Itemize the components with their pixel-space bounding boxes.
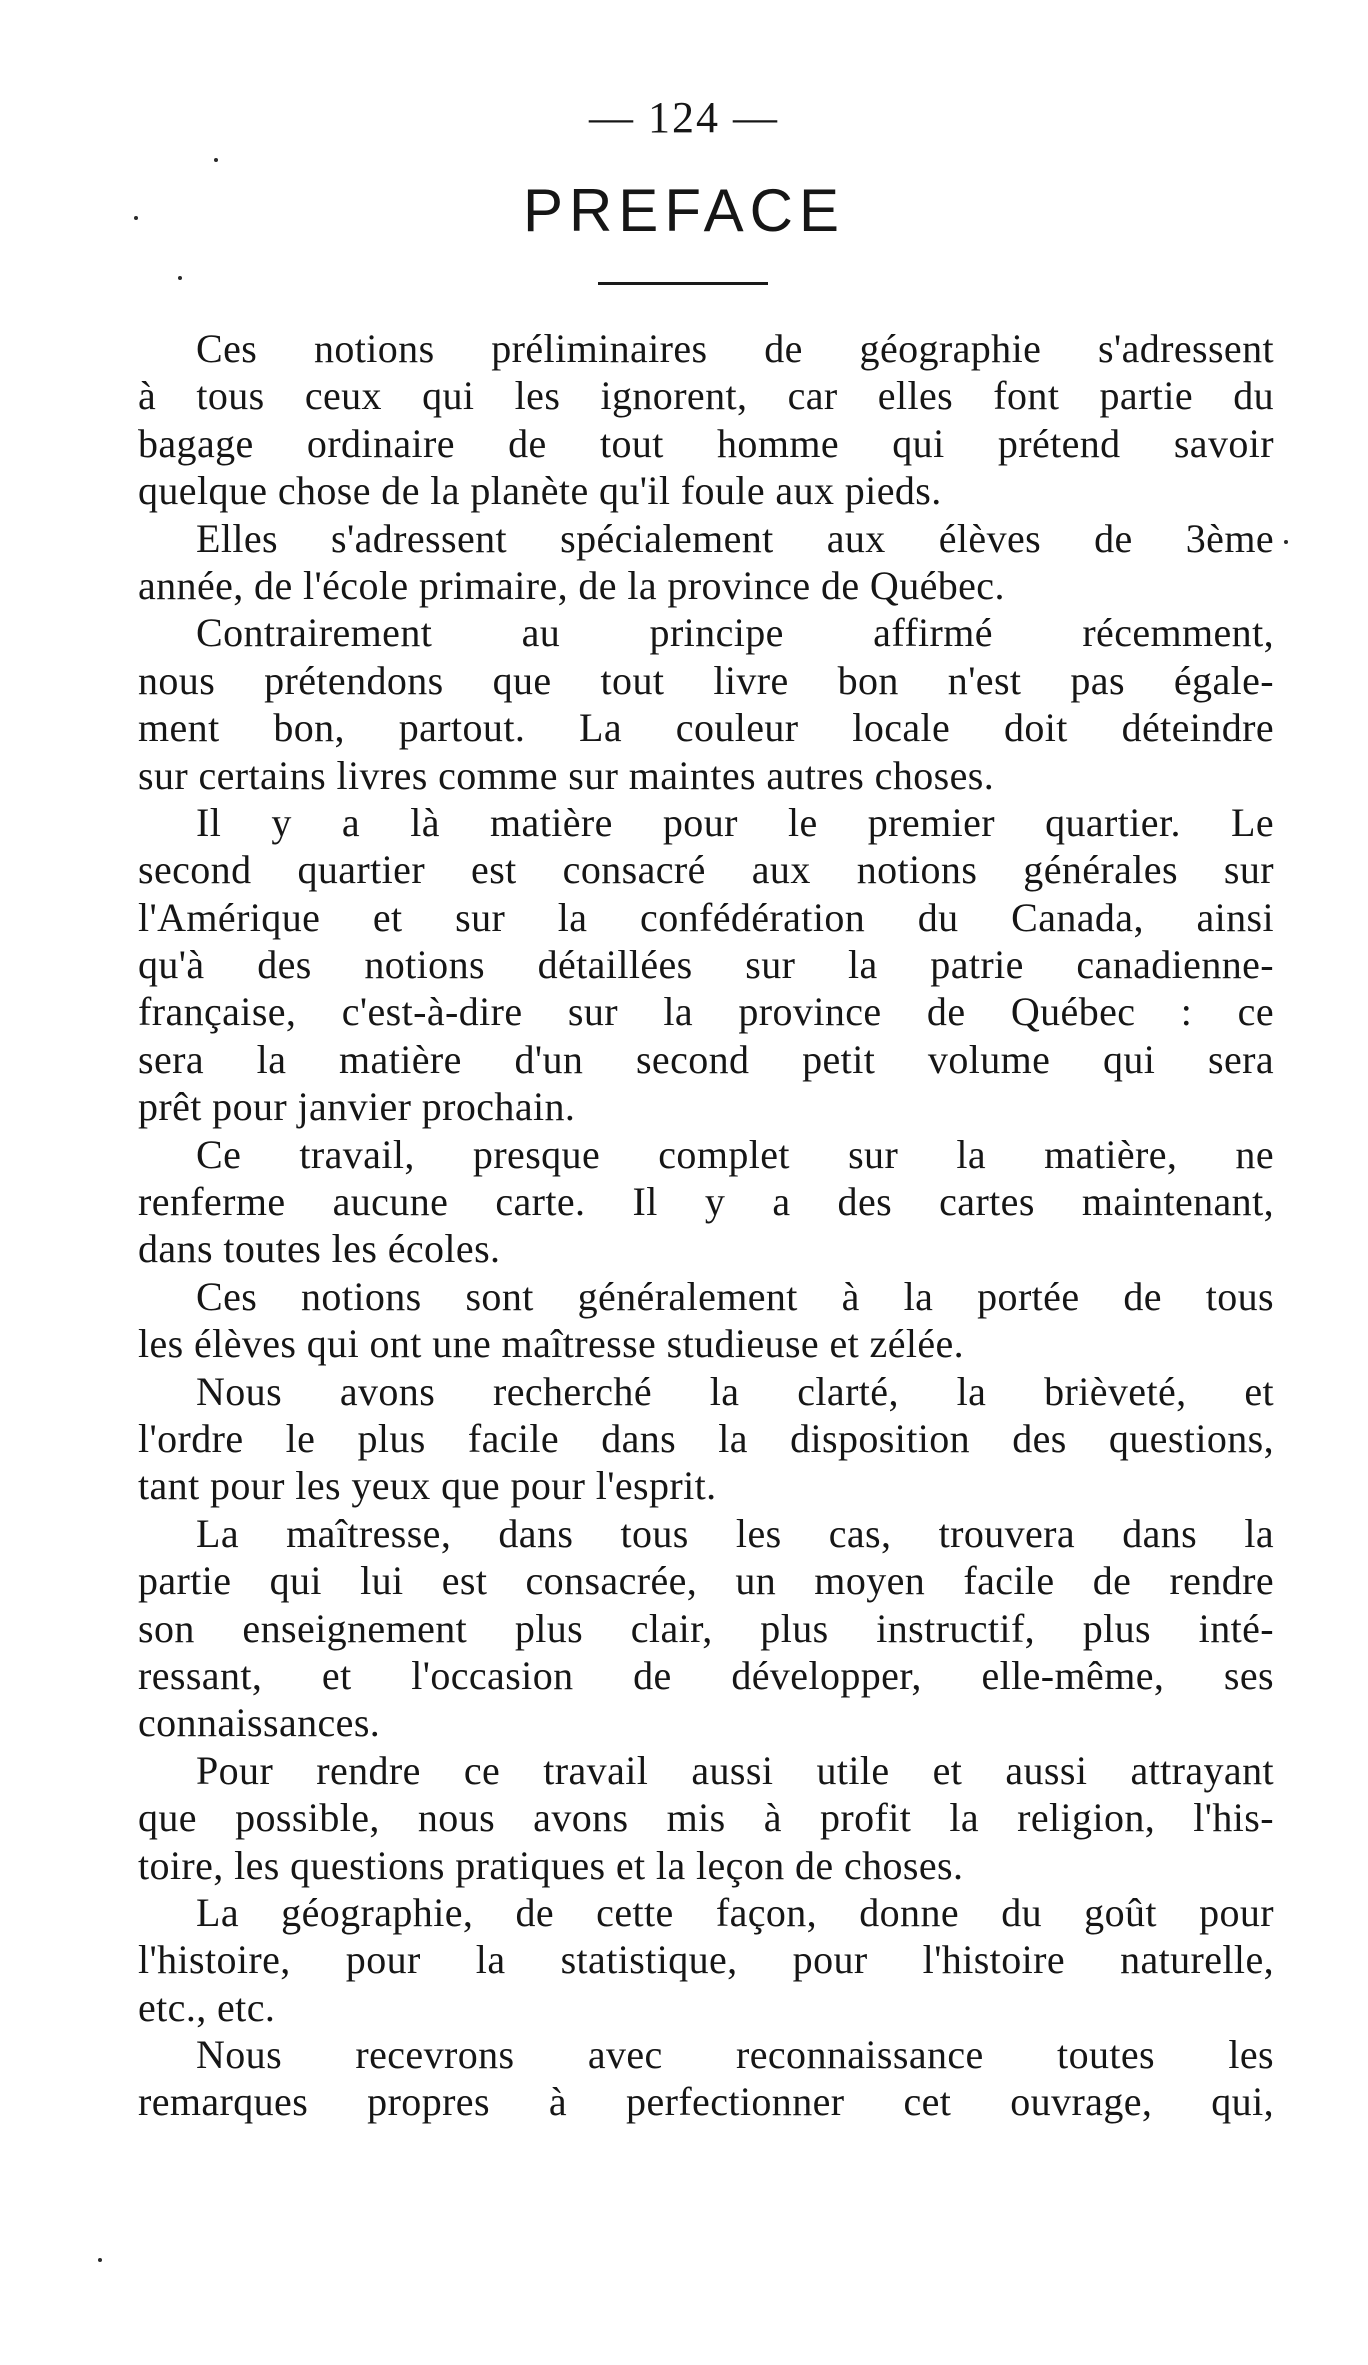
text-line: tant pour les yeux que pour l'esprit. [138,1463,717,1509]
print-speck [178,276,182,280]
text-line: l'histoire, pour la statistique, pour l'histoire naturelle, [138,1937,1274,1983]
page-number: — 124 — [589,93,779,142]
print-speck [134,216,138,220]
text-line: année, de l'école primaire, de la province de Québec. [138,562,1005,608]
title-divider [598,282,768,285]
text-line: connaissances. [138,1700,381,1746]
text-line: renferme aucune carte. Il y a des cartes maintenant, [138,1179,1274,1225]
text-line: l'ordre le plus facile dans la disposition des questions, [138,1415,1274,1461]
text-line: Contrairement au principe affirmé récemment, [196,610,1274,656]
text-line: sera la matière d'un second petit volume qui sera [138,1036,1274,1082]
text-line: française, c'est-à-dire sur la province de Québec : ce [138,989,1274,1035]
text-line: Ce travail, presque complet sur la matière, ne [196,1131,1274,1177]
text-line: l'Amérique et sur la confédération du Canada, ainsi [138,894,1274,940]
text-line: ressant, et l'occasion de développer, elle-même, ses [138,1652,1274,1698]
text-line: partie qui lui est consacrée, un moyen facile de rendre [138,1558,1274,1604]
text-line: sur certains livres comme sur maintes autres choses. [138,752,995,798]
text-line: qu'à des notions détaillées sur la patrie canadienne- [138,942,1274,988]
text-line: quelque chose de la planète qu'il foule aux pieds. [138,468,942,514]
text-line: toire, les questions pratiques et la leçon de choses. [138,1842,964,1888]
text-line: remarques propres à perfectionner cet ouvrage, qui, [138,2079,1274,2125]
text-line: Elles s'adressent spécialement aux élèves de 3ème [196,515,1274,561]
text-line: Ces notions sont généralement à la portée de tous [196,1273,1274,1319]
print-speck [1284,540,1288,544]
text-line: etc., etc. [138,1984,276,2030]
text-line: nous prétendons que tout livre bon n'est pas égale- [138,657,1274,703]
text-line: La géographie, de cette façon, donne du goût pour [196,1889,1274,1935]
text-line: Ces notions préliminaires de géographie s'adressent [196,326,1274,371]
text-line: Nous recevrons avec reconnaissance toutes les [196,2032,1274,2078]
print-speck [214,158,218,162]
text-line: ment bon, partout. La couleur locale doit déteindre [138,705,1274,751]
text-line: Pour rendre ce travail aussi utile et aussi attrayant [196,1747,1274,1793]
text-line: prêt pour janvier prochain. [138,1084,576,1130]
text-line: son enseignement plus clair, plus instructif, plus inté- [138,1605,1274,1651]
text-line: La maîtresse, dans tous les cas, trouvera dans la [196,1510,1274,1556]
text-line: dans toutes les écoles. [138,1226,501,1272]
print-speck [98,2258,102,2262]
preface-body [138,325,1274,2126]
text-line: Il y a là matière pour le premier quartier. Le [196,799,1274,845]
text-line: à tous ceux qui les ignorent, car elles font partie du [138,373,1274,419]
text-line: bagage ordinaire de tout homme qui prétend savoir [138,420,1274,466]
page-title: PREFACE [522,177,846,244]
text-line: Nous avons recherché la clarté, la brièveté, et [196,1368,1274,1414]
text-line: les élèves qui ont une maîtresse studieuse et zélée. [138,1321,965,1367]
text-line: second quartier est consacré aux notions générales sur [138,847,1274,893]
text-line: que possible, nous avons mis à profit la religion, l'his- [138,1795,1274,1841]
